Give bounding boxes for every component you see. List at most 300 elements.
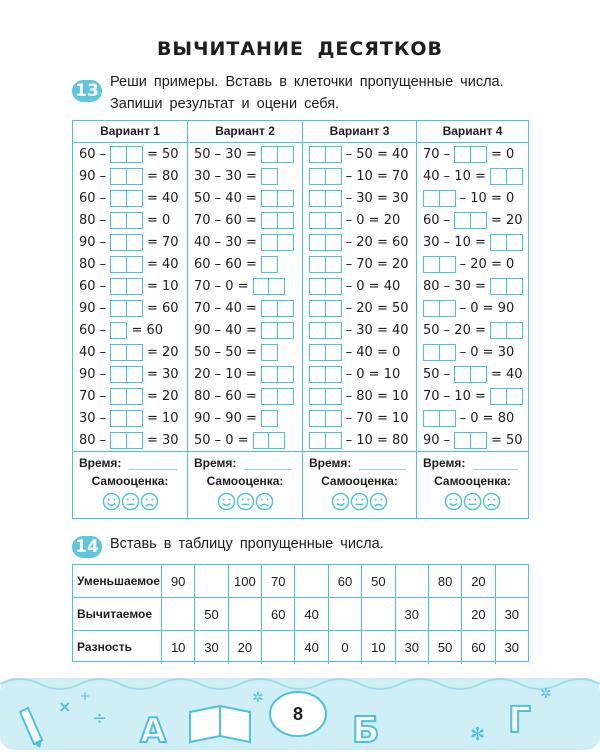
example-row	[309, 231, 409, 253]
example-left-part: 50 – 50 =	[194, 344, 262, 360]
answer-box[interactable]	[110, 278, 127, 295]
answer-box[interactable]	[110, 212, 127, 229]
empty-answer-cell[interactable]	[495, 565, 528, 598]
task-13-instruction-line-2: Запиши результат и оцени себя.	[110, 96, 340, 112]
answer-box[interactable]	[277, 234, 294, 251]
answer-box[interactable]	[309, 300, 326, 317]
answer-box[interactable]	[506, 234, 523, 251]
answer-box[interactable]	[126, 168, 143, 185]
answer-box[interactable]	[490, 168, 507, 185]
table-cell: 60	[261, 598, 294, 631]
answer-box[interactable]	[261, 344, 278, 361]
answer-box[interactable]	[325, 410, 342, 427]
answer-box[interactable]	[261, 190, 278, 207]
table-cell: 40	[294, 631, 327, 664]
example-left-part: 90 –	[79, 366, 111, 382]
example-right-part: – 10 = 80	[341, 432, 409, 448]
letter-a-icon	[140, 711, 167, 750]
variant-footer	[188, 451, 302, 519]
example-left-part: 30 –	[79, 410, 111, 426]
sad-face-icon[interactable]	[255, 493, 274, 510]
answer-box[interactable]	[126, 146, 143, 163]
sad-face-icon[interactable]	[482, 493, 501, 510]
answer-box[interactable]	[423, 300, 440, 317]
answer-box[interactable]	[454, 432, 471, 449]
variant-header: Вариант 2	[188, 121, 302, 143]
answer-box[interactable]	[325, 234, 342, 251]
answer-box[interactable]	[309, 168, 326, 185]
example-left-part: 50 –	[423, 366, 455, 382]
svg-text:×: ×	[58, 697, 72, 716]
answer-box[interactable]	[325, 300, 342, 317]
example-right-part: = 40	[486, 366, 523, 382]
example-row	[309, 385, 409, 407]
happy-face-icon[interactable]	[331, 493, 350, 510]
example-left-part: 70 –	[79, 388, 111, 404]
answer-box[interactable]	[110, 410, 127, 427]
example-row	[79, 231, 179, 253]
row-label: Уменьшаемое	[77, 574, 160, 588]
variant-header: Вариант 3	[303, 121, 416, 143]
time-label: Время:	[194, 456, 237, 470]
svg-text:Б: Б	[352, 710, 380, 750]
open-book-icon	[190, 706, 250, 742]
example-row	[79, 253, 179, 275]
answer-box[interactable]	[261, 388, 278, 405]
example-row	[423, 253, 514, 275]
example-left-part: 80 –	[79, 212, 111, 228]
example-right-part: – 80 = 10	[341, 388, 409, 404]
answer-box[interactable]	[268, 432, 285, 449]
table-cell: 70	[261, 565, 294, 598]
subtraction-fill-table	[72, 564, 529, 662]
example-row	[194, 143, 294, 165]
example-right-part: – 0 = 30	[455, 344, 515, 360]
example-left-part: 60 –	[79, 190, 111, 206]
example-right-part: – 0 = 90	[455, 300, 515, 316]
answer-box[interactable]	[277, 388, 294, 405]
example-row	[423, 187, 514, 209]
table-cell: 80	[428, 565, 461, 598]
answer-box[interactable]	[470, 366, 487, 383]
answer-box[interactable]	[261, 322, 278, 339]
answer-box[interactable]	[325, 344, 342, 361]
answer-box[interactable]	[439, 410, 456, 427]
example-row	[309, 363, 400, 385]
table-cell: 90	[161, 565, 194, 598]
answer-box[interactable]	[110, 366, 127, 383]
example-row	[309, 275, 400, 297]
example-row	[309, 187, 409, 209]
time-input-line[interactable]	[244, 469, 292, 470]
example-left-part: 40 –	[79, 344, 111, 360]
answer-box[interactable]	[470, 212, 487, 229]
answer-box[interactable]	[261, 212, 278, 229]
example-right-part: = 0	[486, 146, 515, 162]
table-row	[73, 598, 528, 631]
variant-column-2	[187, 121, 302, 518]
example-row	[309, 407, 409, 429]
example-left-part: 50 – 30 =	[194, 146, 262, 162]
time-input-line[interactable]	[359, 469, 406, 470]
example-row	[79, 187, 179, 209]
example-row	[309, 143, 409, 165]
example-right-part: – 10 = 70	[341, 168, 409, 184]
answer-box[interactable]	[490, 388, 507, 405]
answer-box[interactable]	[110, 234, 127, 251]
answer-box[interactable]	[325, 212, 342, 229]
example-row	[79, 385, 179, 407]
empty-answer-cell[interactable]	[395, 565, 428, 598]
table-cell: 20	[228, 631, 261, 664]
example-row	[309, 429, 409, 451]
answer-box[interactable]	[439, 344, 456, 361]
self-assessment-label: Самооценка:	[206, 474, 284, 488]
example-row	[79, 165, 179, 187]
answer-box[interactable]	[325, 366, 342, 383]
answer-box[interactable]	[490, 234, 507, 251]
variant-footer	[73, 451, 187, 519]
example-row	[194, 275, 285, 297]
example-row	[79, 275, 179, 297]
example-row	[194, 319, 294, 341]
answer-box[interactable]	[261, 146, 278, 163]
answer-box[interactable]	[506, 278, 523, 295]
example-right-part: = 60	[142, 300, 179, 316]
example-row	[423, 165, 523, 187]
example-right-part: = 30	[142, 432, 179, 448]
answer-box[interactable]	[126, 190, 143, 207]
svg-text:✲: ✲	[540, 686, 552, 702]
sad-face-icon[interactable]	[369, 493, 388, 510]
letter-b-icon	[352, 710, 379, 750]
example-row	[79, 209, 170, 231]
example-right-part: = 70	[142, 234, 179, 250]
answer-box[interactable]	[126, 410, 143, 427]
answer-box[interactable]	[439, 256, 456, 273]
example-right-part: = 40	[142, 256, 179, 272]
example-right-part: – 0 = 10	[341, 366, 401, 382]
example-right-part: – 40 = 0	[341, 344, 401, 360]
answer-box[interactable]	[261, 366, 278, 383]
answer-box[interactable]	[110, 322, 127, 339]
answer-box[interactable]	[325, 256, 342, 273]
empty-answer-cell[interactable]	[361, 598, 394, 631]
example-row	[423, 143, 514, 165]
task-14-number-badge: 14	[72, 536, 102, 558]
answer-box[interactable]	[126, 344, 143, 361]
table-cell: 60	[461, 631, 494, 664]
variant-header: Вариант 4	[417, 121, 528, 143]
example-left-part: 60 – 60 =	[194, 256, 262, 272]
table-cell: 10	[161, 631, 194, 664]
self-assessment-label: Самооценка:	[321, 474, 398, 488]
answer-box[interactable]	[506, 388, 523, 405]
exercise-table	[72, 120, 529, 519]
table-cell: 30	[495, 598, 528, 631]
answer-box[interactable]	[110, 388, 127, 405]
answer-box[interactable]	[439, 300, 456, 317]
example-left-part: 30 – 30 =	[194, 168, 262, 184]
time-input-line[interactable]	[129, 469, 177, 470]
answer-box[interactable]	[277, 146, 294, 163]
variant-header: Вариант 1	[73, 121, 187, 143]
example-left-part: 70 – 0 =	[194, 278, 253, 294]
example-row	[194, 209, 294, 231]
answer-box[interactable]	[506, 322, 523, 339]
example-row	[423, 209, 523, 231]
table-cell: 0	[328, 631, 361, 664]
answer-box[interactable]	[110, 168, 127, 185]
page-title: ВЫЧИТАНИЕ ДЕСЯТКОВ	[156, 38, 444, 60]
example-row	[423, 407, 514, 429]
example-right-part: – 70 = 20	[341, 256, 409, 272]
example-left-part: 80 – 30 =	[423, 278, 491, 294]
example-right-part: = 0	[142, 212, 171, 228]
example-row	[423, 275, 523, 297]
answer-box[interactable]	[325, 432, 342, 449]
empty-answer-cell[interactable]	[428, 598, 461, 631]
example-right-part: – 20 = 0	[455, 256, 515, 272]
example-row	[79, 143, 179, 165]
example-right-part: – 20 = 50	[341, 300, 409, 316]
answer-box[interactable]	[261, 234, 278, 251]
answer-box[interactable]	[309, 432, 326, 449]
example-right-part: = 80	[142, 168, 179, 184]
svg-text:А: А	[140, 711, 167, 750]
example-row	[309, 297, 409, 319]
answer-box[interactable]	[470, 146, 487, 163]
answer-box[interactable]	[325, 146, 342, 163]
neutral-face-icon[interactable]	[121, 493, 140, 510]
example-left-part: 40 – 10 =	[423, 168, 491, 184]
answer-box[interactable]	[439, 190, 456, 207]
happy-face-icon[interactable]	[444, 493, 463, 510]
example-row	[423, 319, 523, 341]
answer-box[interactable]	[309, 388, 326, 405]
example-row	[194, 231, 294, 253]
answer-box[interactable]	[423, 190, 440, 207]
example-left-part: 80 – 60 =	[194, 388, 262, 404]
answer-box[interactable]	[110, 432, 127, 449]
table-row	[73, 631, 528, 664]
example-row	[309, 341, 400, 363]
example-left-part: 70 – 10 =	[423, 388, 491, 404]
empty-answer-cell[interactable]	[161, 598, 194, 631]
variant-footer	[417, 451, 528, 519]
example-right-part: – 30 = 40	[341, 322, 409, 338]
answer-box[interactable]	[454, 146, 471, 163]
answer-box[interactable]	[423, 410, 440, 427]
example-row	[79, 363, 179, 385]
answer-box[interactable]	[268, 278, 285, 295]
table-cell: 30	[395, 598, 428, 631]
answer-box[interactable]	[261, 168, 278, 185]
variant-column-3	[302, 121, 416, 518]
example-row	[194, 341, 278, 363]
task-13-instruction-line-1: Реши примеры. Вставь в клеточки пропущенные числа.	[110, 74, 504, 90]
answer-box[interactable]	[126, 234, 143, 251]
time-label: Время:	[423, 456, 466, 470]
row-label: Вычитаемое	[77, 607, 153, 621]
answer-box[interactable]	[309, 234, 326, 251]
answer-box[interactable]	[309, 256, 326, 273]
answer-box[interactable]	[253, 432, 270, 449]
answer-box[interactable]	[110, 256, 127, 273]
answer-box[interactable]	[110, 190, 127, 207]
example-left-part: 30 – 10 =	[423, 234, 491, 250]
answer-box[interactable]	[309, 190, 326, 207]
example-row	[423, 385, 523, 407]
answer-box[interactable]	[470, 432, 487, 449]
example-row	[194, 407, 278, 429]
answer-box[interactable]	[277, 190, 294, 207]
example-right-part: = 20	[142, 344, 179, 360]
example-right-part: – 20 = 60	[341, 234, 409, 250]
svg-text:÷: ÷	[92, 708, 108, 729]
example-left-part: 60 –	[423, 212, 455, 228]
task-14-instruction: Вставь в таблицу пропущенные числа.	[110, 536, 384, 552]
table-cell: 30	[194, 631, 227, 664]
answer-box[interactable]	[110, 300, 127, 317]
happy-face-icon[interactable]	[217, 493, 236, 510]
answer-box[interactable]	[277, 366, 294, 383]
time-label: Время:	[309, 456, 352, 470]
example-row	[423, 429, 523, 451]
self-assessment-faces	[73, 492, 187, 511]
answer-box[interactable]	[309, 278, 326, 295]
answer-box[interactable]	[325, 278, 342, 295]
answer-box[interactable]	[309, 322, 326, 339]
svg-text:+: +	[80, 689, 91, 703]
empty-answer-cell[interactable]	[294, 565, 327, 598]
table-row	[73, 565, 528, 598]
example-row	[309, 253, 409, 275]
answer-box[interactable]	[490, 278, 507, 295]
variant-column-4	[416, 121, 528, 518]
happy-face-icon[interactable]	[102, 493, 121, 510]
example-left-part: 50 – 20 =	[423, 322, 491, 338]
answer-box[interactable]	[325, 388, 342, 405]
example-row	[79, 407, 179, 429]
page-number: 8	[292, 704, 303, 724]
example-left-part: 50 – 40 =	[194, 190, 262, 206]
example-left-part: 90 – 90 =	[194, 410, 262, 426]
answer-box[interactable]	[309, 344, 326, 361]
example-row	[309, 209, 400, 231]
answer-box[interactable]	[277, 322, 294, 339]
example-right-part: = 40	[142, 190, 179, 206]
example-row	[79, 341, 179, 363]
answer-box[interactable]	[261, 410, 278, 427]
answer-box[interactable]	[126, 278, 143, 295]
example-right-part: = 10	[142, 410, 179, 426]
answer-box[interactable]	[126, 256, 143, 273]
example-left-part: 90 – 40 =	[194, 322, 262, 338]
answer-box[interactable]	[261, 300, 278, 317]
example-left-part: 90 –	[79, 234, 111, 250]
example-row	[194, 253, 278, 275]
answer-box[interactable]	[126, 432, 143, 449]
svg-text:✲: ✲	[252, 690, 264, 706]
row-label: Разность	[77, 640, 132, 654]
example-row	[79, 297, 179, 319]
answer-box[interactable]	[277, 300, 294, 317]
sad-face-icon[interactable]	[140, 493, 159, 510]
answer-box[interactable]	[110, 344, 127, 361]
answer-box[interactable]	[126, 300, 143, 317]
answer-box[interactable]	[490, 322, 507, 339]
answer-box[interactable]	[261, 256, 278, 273]
table-cell: 60	[328, 565, 361, 598]
empty-answer-cell[interactable]	[194, 565, 227, 598]
neutral-face-icon[interactable]	[463, 493, 482, 510]
example-right-part: = 60	[127, 322, 164, 338]
answer-box[interactable]	[325, 190, 342, 207]
table-cell: 30	[395, 631, 428, 664]
example-left-part: 40 – 30 =	[194, 234, 262, 250]
example-row	[194, 165, 278, 187]
snowflake-icon	[470, 724, 485, 745]
example-row	[194, 385, 294, 407]
example-left-part: 70 –	[423, 146, 455, 162]
example-right-part: = 30	[142, 366, 179, 382]
table-cell: 50	[194, 598, 227, 631]
answer-box[interactable]	[126, 388, 143, 405]
answer-box[interactable]	[423, 256, 440, 273]
example-right-part: = 50	[142, 146, 179, 162]
table-cell: 100	[228, 565, 261, 598]
answer-box[interactable]	[325, 168, 342, 185]
answer-box[interactable]	[309, 146, 326, 163]
answer-box[interactable]	[253, 278, 270, 295]
example-row	[194, 297, 294, 319]
answer-box[interactable]	[423, 344, 440, 361]
empty-answer-cell[interactable]	[228, 598, 261, 631]
answer-box[interactable]	[454, 366, 471, 383]
answer-box[interactable]	[309, 212, 326, 229]
star-icon-right	[540, 686, 552, 702]
table-cell: 20	[461, 598, 494, 631]
example-left-part: 70 – 60 =	[194, 212, 262, 228]
example-left-part: 60 –	[79, 146, 111, 162]
answer-box[interactable]	[506, 168, 523, 185]
empty-answer-cell[interactable]	[261, 631, 294, 664]
answer-box[interactable]	[325, 322, 342, 339]
example-row	[423, 297, 514, 319]
empty-answer-cell[interactable]	[328, 598, 361, 631]
example-right-part: – 0 = 20	[341, 212, 401, 228]
example-right-part: – 0 = 80	[455, 410, 515, 426]
self-assessment-label: Самооценка:	[91, 474, 169, 488]
time-input-line[interactable]	[473, 469, 518, 470]
answer-box[interactable]	[110, 146, 127, 163]
neutral-face-icon[interactable]	[236, 493, 255, 510]
answer-box[interactable]	[309, 366, 326, 383]
self-assessment-faces	[417, 492, 528, 511]
answer-box[interactable]	[454, 212, 471, 229]
svg-text:✻: ✻	[470, 724, 486, 745]
answer-box[interactable]	[126, 366, 143, 383]
time-label: Время:	[79, 456, 122, 470]
example-row	[194, 429, 285, 451]
neutral-face-icon[interactable]	[350, 493, 369, 510]
answer-box[interactable]	[277, 212, 294, 229]
example-row	[423, 341, 514, 363]
answer-box[interactable]	[309, 410, 326, 427]
answer-box[interactable]	[126, 212, 143, 229]
example-row	[309, 319, 409, 341]
